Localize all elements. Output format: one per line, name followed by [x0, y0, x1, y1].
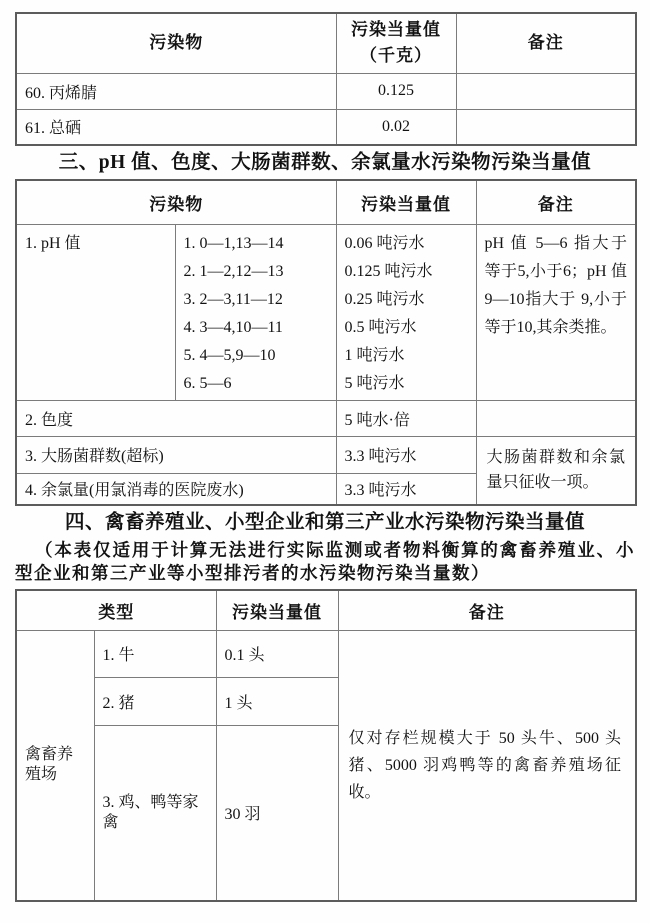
header-remark: 备注	[476, 180, 636, 224]
ph-range: 2. 1—2,12—13	[183, 262, 284, 280]
cell-remark-merged: 大肠菌群数和余氯量只征收一项。	[476, 436, 636, 505]
table-header-row	[16, 180, 636, 224]
cell-animal-type: 2. 猪	[94, 677, 216, 725]
ph-range: 5. 4—5,9—10	[183, 346, 276, 364]
cell-value: 30 羽	[216, 725, 338, 901]
ph-chroma-table	[15, 179, 637, 506]
cell-value: 1 头	[216, 677, 338, 725]
cell-value: 3.3 吨污水	[336, 473, 476, 505]
cell-remark	[456, 73, 636, 109]
table-row	[16, 400, 636, 436]
ph-value: 0.125 吨污水	[344, 262, 433, 280]
cell-pollutant: 2. 色度	[16, 400, 336, 436]
cell-value: 0.02	[336, 109, 456, 145]
table-row	[16, 630, 636, 677]
table-header-row	[16, 13, 636, 73]
cell-value: 0.1 头	[216, 630, 338, 677]
header-pollutant: 污染物	[16, 180, 336, 224]
header-equivalent: 污染当量值	[336, 180, 476, 224]
header-remark: 备注	[338, 590, 636, 630]
table-row	[16, 73, 636, 109]
table-row	[16, 109, 636, 145]
cell-pollutant: 4. 余氯量(用氯消毒的医院废水)	[16, 473, 336, 505]
cell-pollutant: 61. 总硒	[16, 109, 336, 145]
ph-range: 1. 0—1,13—14	[183, 234, 284, 252]
ph-value: 0.5 吨污水	[344, 318, 417, 336]
header-type: 类型	[16, 590, 216, 630]
cell-remark	[456, 109, 636, 145]
livestock-table	[15, 589, 637, 902]
cell-animal-type: 3. 鸡、鸭等家禽	[94, 725, 216, 901]
ph-range: 3. 2—3,11—12	[183, 290, 283, 308]
cell-remark	[476, 400, 636, 436]
section3-title: 三、pH 值、色度、大肠菌群数、余氯量水污染物污染当量值	[58, 152, 592, 173]
header-remark: 备注	[456, 13, 636, 73]
table-header-row	[16, 590, 636, 630]
table-row	[16, 436, 636, 473]
header-pollutant: 污染物	[16, 13, 336, 73]
cell-animal-type: 1. 牛	[94, 630, 216, 677]
ph-range: 6. 5—6	[183, 374, 232, 392]
section4-title: 四、禽畜养殖业、小型企业和第三产业水污染物污染当量值	[64, 512, 585, 533]
cell-ph-values	[336, 224, 476, 400]
cell-value: 5 吨水·倍	[336, 400, 476, 436]
header-equivalent-line1: 污染当量值	[351, 20, 441, 40]
ph-row	[16, 224, 636, 400]
cell-pollutant: 3. 大肠菌群数(超标)	[16, 436, 336, 473]
section4-note: （本表仅适用于计算无法进行实际监测或者物料衡算的禽畜养殖业、小型企业和第三产业等小型排污者的水污染物污染当量数）	[15, 540, 635, 583]
cell-ph-label: 1. pH 值	[16, 224, 175, 400]
ph-range: 4. 3—4,10—11	[183, 318, 283, 336]
header-equivalent-line2: （千克）	[360, 46, 432, 66]
ph-value: 0.25 吨污水	[344, 290, 425, 308]
header-equivalent-kg	[336, 13, 456, 73]
cell-value: 3.3 吨污水	[336, 436, 476, 473]
cell-ph-remark: pH 值 5—6 指大于等于5,小于6；pH 值9—10指大于 9,小于等于10,其余类推。	[476, 224, 636, 400]
ph-value: 1 吨污水	[344, 346, 405, 364]
cell-remark-merged: 仅对存栏规模大于 50 头牛、500 头猪、5000 羽鸡鸭等的禽畜养殖场征收。	[338, 630, 636, 901]
cell-farm-group: 禽畜养殖场	[16, 630, 94, 901]
pollutant-equivalent-table	[15, 12, 637, 146]
ph-value: 5 吨污水	[344, 374, 405, 392]
ph-value: 0.06 吨污水	[344, 234, 425, 252]
cell-value: 0.125	[336, 73, 456, 109]
cell-ph-ranges	[175, 224, 336, 400]
cell-pollutant: 60. 丙烯腈	[16, 73, 336, 109]
header-equivalent: 污染当量值	[216, 590, 338, 630]
